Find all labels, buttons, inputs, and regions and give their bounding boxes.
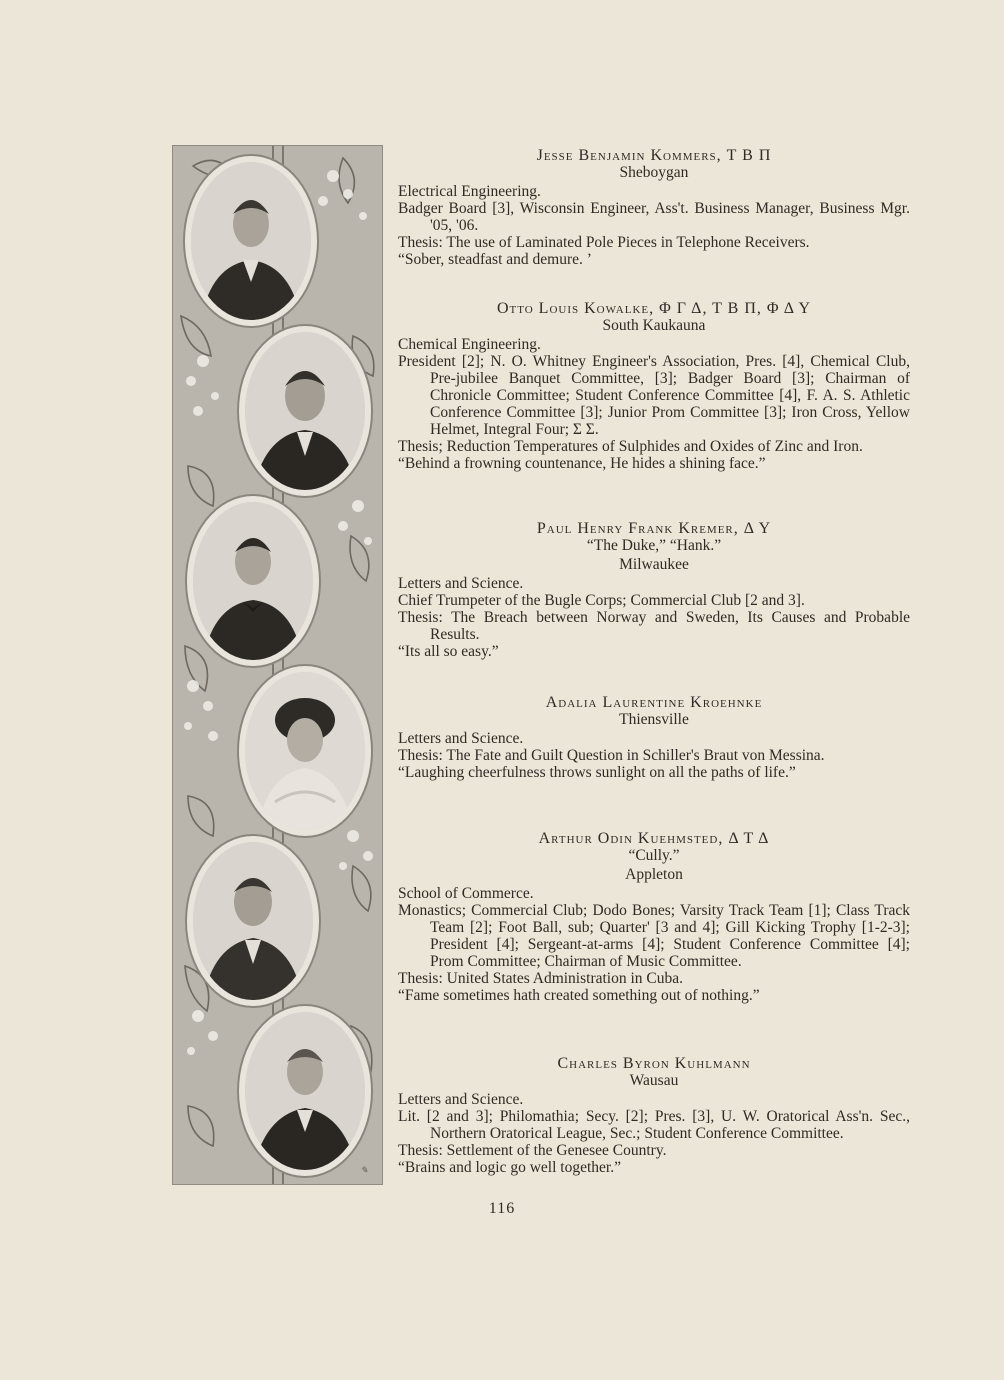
entry-course: Letters and Science.: [398, 730, 524, 747]
entry-course: Chemical Engineering.: [398, 336, 541, 353]
entry-quote: “Behind a frowning countenance, He hides a shining face.”: [398, 455, 766, 472]
portrait-kuhlmann: [239, 1006, 371, 1176]
entry-quote: “Brains and logic go well together.”: [398, 1159, 621, 1176]
entry-name: Adalia Laurentine Kroehnke: [545, 694, 763, 711]
entry-course: Electrical Engineering.: [398, 183, 541, 200]
entry-kommers: [398, 147, 910, 268]
entry-nickname: “Cully.”: [628, 847, 680, 864]
entry-kowalke: [398, 300, 910, 472]
artist-signature: ✎: [360, 1165, 368, 1175]
page-number: 116: [488, 1200, 516, 1217]
entry-name: Otto Louis Kowalke, Φ Γ Δ, Τ Β Π, Φ Δ Υ: [496, 300, 812, 317]
portrait-kuehmsted: [187, 836, 319, 1006]
portrait-kowalke: [239, 326, 371, 496]
entry-quote: “Fame sometimes hath created something out of nothing.”: [398, 987, 760, 1004]
entry-hometown: Sheboygan: [619, 164, 689, 181]
entry-hometown: South Kaukauna: [602, 317, 706, 334]
entry-activities: President [2]; N. O. Whitney Engineer's Association, Pres. [4], Chemical Club, Pre-jubilee Banquet Committee, [3]; Badger Board [3]; Chairman of Chronicle Committee; Student Conference Committee [4], F. A. S. Athletic Conference Committee [3]; Junior Prom Committee [3]; Iron Cross, Yellow Helmet, Integral Four; Σ Σ.: [398, 353, 910, 438]
portrait-kremer: [187, 496, 319, 666]
entry-hometown: Wausau: [629, 1072, 679, 1089]
entry-kuhlmann: [398, 1055, 910, 1176]
portrait-kroehnke: [239, 666, 371, 836]
entry-course: School of Commerce.: [398, 885, 534, 902]
entry-kroehnke: [398, 694, 910, 781]
portrait-kommers: [185, 156, 317, 326]
entry-nickname: “The Duke,” “Hank.”: [586, 537, 722, 554]
entry-quote: “Laughing cheerfulness throws sunlight on all the paths of life.”: [398, 764, 796, 781]
entry-name: Paul Henry Frank Kremer, Δ Υ: [536, 520, 772, 537]
entry-name: Jesse Benjamin Kommers, Τ Β Π: [536, 147, 772, 164]
entry-thesis: Thesis: The use of Laminated Pole Pieces in Telephone Receivers.: [398, 234, 810, 251]
entry-hometown: Thiensville: [619, 711, 689, 728]
portrait-strip: [172, 145, 383, 1185]
entry-activities: Chief Trumpeter of the Bugle Corps; Commercial Club [2 and 3].: [398, 592, 805, 609]
entry-kuehmsted: [398, 830, 910, 1004]
entry-quote: “Sober, steadfast and demure. ’: [398, 251, 592, 268]
entry-course: Letters and Science.: [398, 575, 524, 592]
entry-activities: Badger Board [3], Wisconsin Engineer, Ass't. Business Manager, Business Mgr. '05, '06.: [398, 200, 910, 234]
entry-hometown: Appleton: [625, 866, 683, 883]
entry-name: Charles Byron Kuhlmann: [557, 1055, 751, 1072]
entry-activities: Lit. [2 and 3]; Philomathia; Secy. [2]; Pres. [3], U. W. Oratorical Ass'n. Sec., Northern Oratorical League, Sec.; Student Conference Committee.: [398, 1108, 910, 1142]
entry-kremer: [398, 520, 910, 660]
entry-thesis: Thesis: Settlement of the Genesee Country.: [398, 1142, 667, 1159]
entry-name: Arthur Odin Kuehmsted, Δ Τ Δ: [538, 830, 770, 847]
entry-hometown: Milwaukee: [619, 556, 689, 573]
entry-thesis: Thesis; Reduction Temperatures of Sulphides and Oxides of Zinc and Iron.: [398, 438, 863, 455]
entry-activities: Monastics; Commercial Club; Dodo Bones; Varsity Track Team [1]; Class Track Team [2]; Foot Ball, sub; Quarter' [3 and 4]; Gill Kicking Trophy [1-2-3]; President [4]; Sergeant-at-arms [4]; Student Conference Committee [4]; Prom Committee; Chairman of Music Committee.: [398, 902, 910, 970]
entry-thesis: Thesis: The Breach between Norway and Sweden, Its Causes and Probable Results.: [398, 609, 910, 643]
entry-thesis: Thesis: United States Administration in Cuba.: [398, 970, 684, 987]
entry-course: Letters and Science.: [398, 1091, 524, 1108]
entry-thesis: Thesis: The Fate and Guilt Question in Schiller's Braut von Messina.: [398, 747, 825, 764]
entry-quote: “Its all so easy.”: [398, 643, 499, 660]
